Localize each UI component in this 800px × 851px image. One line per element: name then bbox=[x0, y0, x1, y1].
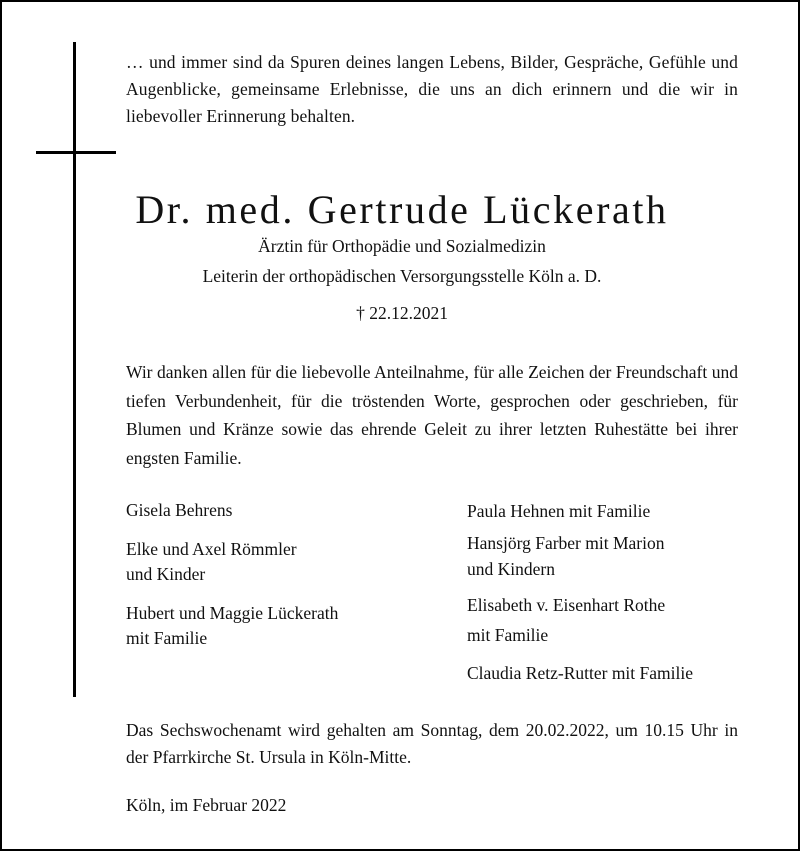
mourner-name: Elke und Axel Römmler bbox=[126, 539, 297, 559]
mourner-name: mit Familie bbox=[467, 625, 549, 645]
intro-text: … und immer sind da Spuren deines langen Lebens, Bilder, Gespräche, Gefühle und Augenblicke, gemeinsame Erlebnisse, die uns an dich erinnern und die wir in liebevoller Erinnerung behalten. bbox=[126, 52, 738, 126]
deceased-name: Dr. med. Gertrude Lückerath bbox=[135, 187, 669, 232]
position-line: Leiterin der orthopädischen Versorgungsstelle Köln a. D. bbox=[202, 266, 602, 286]
mourner-name: und Kinder bbox=[126, 564, 206, 584]
mass-notice: Das Sechswochenamt wird gehalten am Sonntag, dem 20.02.2022, um 10.15 Uhr in der Pfarrkirche St. Ursula in Köln-Mitte. bbox=[126, 720, 738, 767]
death-date: † 22.12.2021 bbox=[356, 303, 448, 323]
profession-line: Ärztin für Orthopädie und Sozialmedizin bbox=[258, 236, 546, 256]
place-date: Köln, im Februar 2022 bbox=[126, 795, 287, 815]
mourner-name: Elisabeth v. Eisenhart Rothe bbox=[467, 595, 666, 615]
thanks-text: Wir danken allen für die liebevolle Anteilnahme, für alle Zeichen der Freundschaft und tiefen Verbundenheit, für die tröstenden Worte, gesprochen oder geschrieben, für Blumen und Kränze sowie das ehrende Geleit zu ihrer letzten Ruhestätte bei ihrer engsten Familie. bbox=[126, 362, 738, 468]
mourner-name: Gisela Behrens bbox=[126, 500, 233, 520]
mourner-name: Paula Hehnen mit Familie bbox=[467, 501, 651, 521]
mourner-name: Hansjörg Farber mit Marion bbox=[467, 533, 665, 553]
mourner-name: Claudia Retz-Rutter mit Familie bbox=[467, 663, 693, 683]
cross-icon bbox=[73, 42, 76, 697]
mourner-name: Hubert und Maggie Lückerath bbox=[126, 603, 339, 623]
mourner-name: mit Familie bbox=[126, 628, 208, 648]
mourner-name: und Kindern bbox=[467, 559, 555, 579]
cross-icon-crossbar bbox=[36, 151, 116, 154]
